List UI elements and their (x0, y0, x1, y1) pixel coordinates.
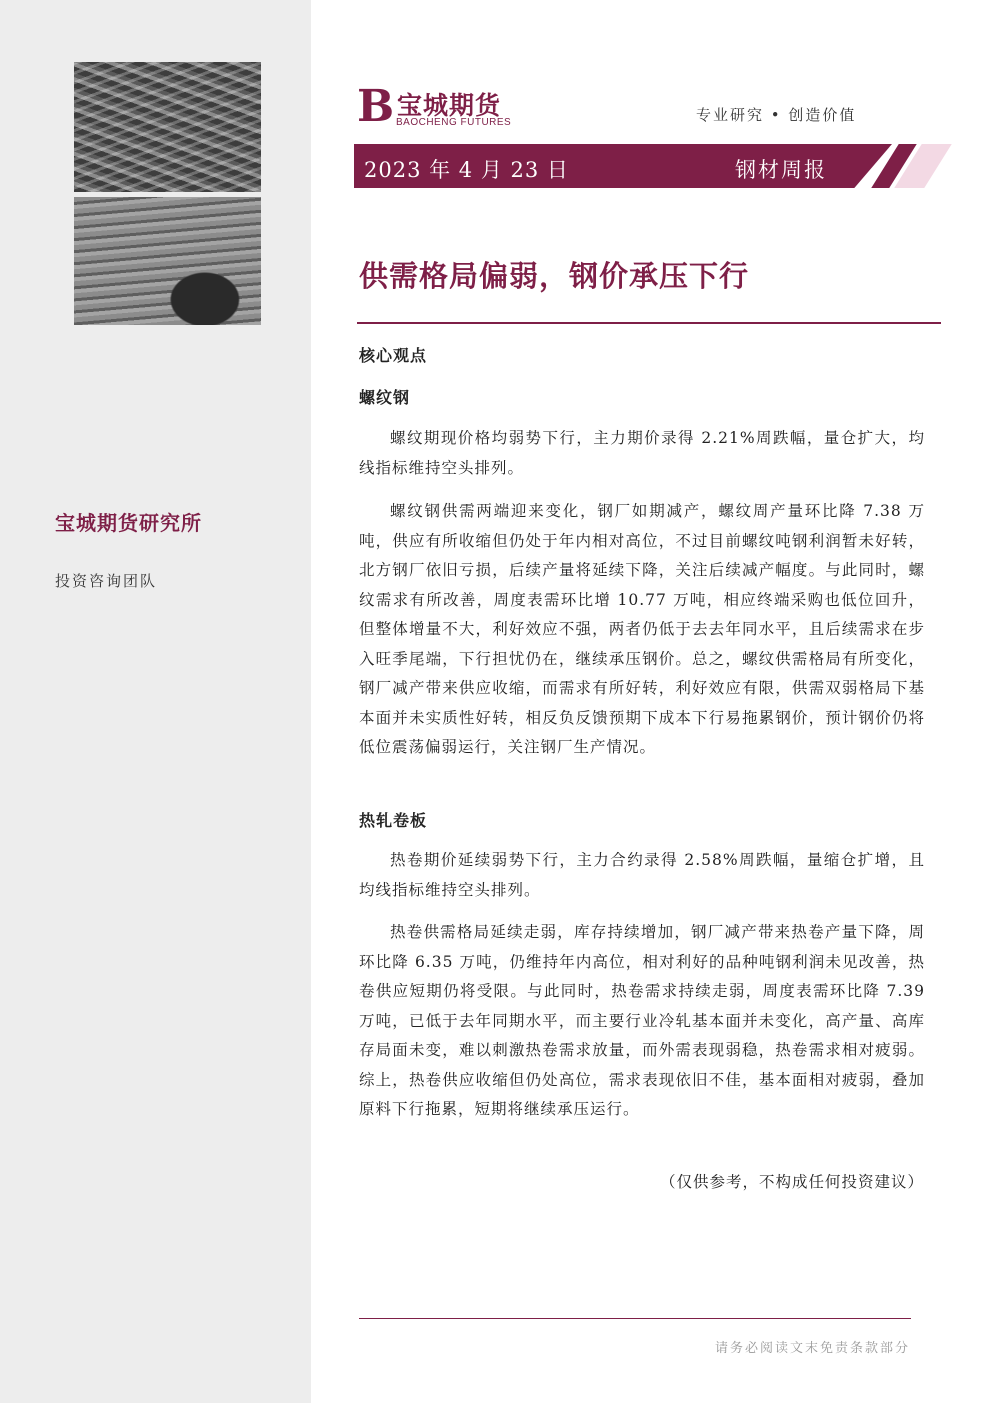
report-date: 2023 年 4 月 23 日 (364, 158, 569, 182)
footer-note: 请务必阅读文末免责条款部分 (714, 1341, 910, 1356)
footer-divider (359, 1318, 911, 1319)
core-views-heading: 核心观点 (359, 346, 428, 365)
research-institute-name: 宝城期货研究所 (55, 511, 202, 535)
investment-disclaimer: （仅供参考，不构成任何投资建议） (659, 1173, 924, 1191)
title-divider (357, 322, 941, 324)
sidebar (0, 0, 311, 1403)
logo-chinese-name: 宝城期货 (397, 91, 502, 120)
team-name: 投资咨询团队 (55, 572, 158, 590)
hrc-paragraph-1: 热卷期价延续弱势下行，主力合约录得 2.58%周跌幅，量缩仓扩增，且均线指标维持空头排列。 (359, 851, 925, 899)
company-logo (357, 81, 527, 134)
logo-mark-icon: B (357, 81, 395, 132)
rebar-paragraph-2: 螺纹钢供需两端迎来变化，钢厂如期减产，螺纹周产量环比降 7.38 万吨，供应有所收缩但仍处于年内相对高位，不过目前螺纹吨钢利润暂未好转，北方钢厂依旧亏损，后续产量将延续下降，关注后续减产幅度。与此同时，螺纹需求有所改善，周度表需环比增 10.77 万吨，相应终端采购也低位回升，但整体增量不大，利好效应不强，两者仍低于去去年同水平，且后续需求在步入旺季尾端，下行担忧仍在，继续承压钢价。总之，螺纹供需格局有所变化，钢厂减产带来供应收缩，而需求有所好转，利好效应有限，供需双弱格局下基本面并未实质性好转，相反负反馈预期下成本下行易拖累钢价，预计钢价仍将低位震荡偏弱运行，关注钢厂生产情况。 (359, 502, 925, 756)
rebar-photo (74, 62, 261, 192)
hrc-heading: 热轧卷板 (359, 811, 428, 830)
slogan: 专业研究 • 创造价值 (696, 106, 857, 124)
hrc-paragraph-2: 热卷供需格局延续走弱，库存持续增加，钢厂减产带来热卷产量下降，周环比降 6.35 万吨，仍维持年内高位，相对利好的品种吨钢利润未见改善，热卷供应短期仍将受限。与此同时，热卷需求持续走弱，周度表需环比降 7.39 万吨，已低于去年同期水平，而主要行业冷轧基本面并未变化，高产量、高库存局面未变，难以刺激热卷需求放量，而外需表现弱稳，热卷需求相对疲弱。综上，热卷供应收缩但仍处高位，需求表现依旧不佳，基本面相对疲弱，叠加原料下行拖累，短期将继续承压运行。 (359, 923, 925, 1118)
logo-english-name: BAOCHENG FUTURES (396, 117, 512, 128)
rebar-paragraph-1: 螺纹期现价格均弱势下行，主力期价录得 2.21%周跌幅，量仓扩大，均线指标维持空头排列。 (359, 429, 925, 477)
report-type: 钢材周报 (735, 158, 827, 182)
page-title: 供需格局偏弱，钢价承压下行 (359, 259, 750, 293)
steel-coil-photo (74, 197, 261, 325)
rebar-heading: 螺纹钢 (359, 388, 411, 407)
